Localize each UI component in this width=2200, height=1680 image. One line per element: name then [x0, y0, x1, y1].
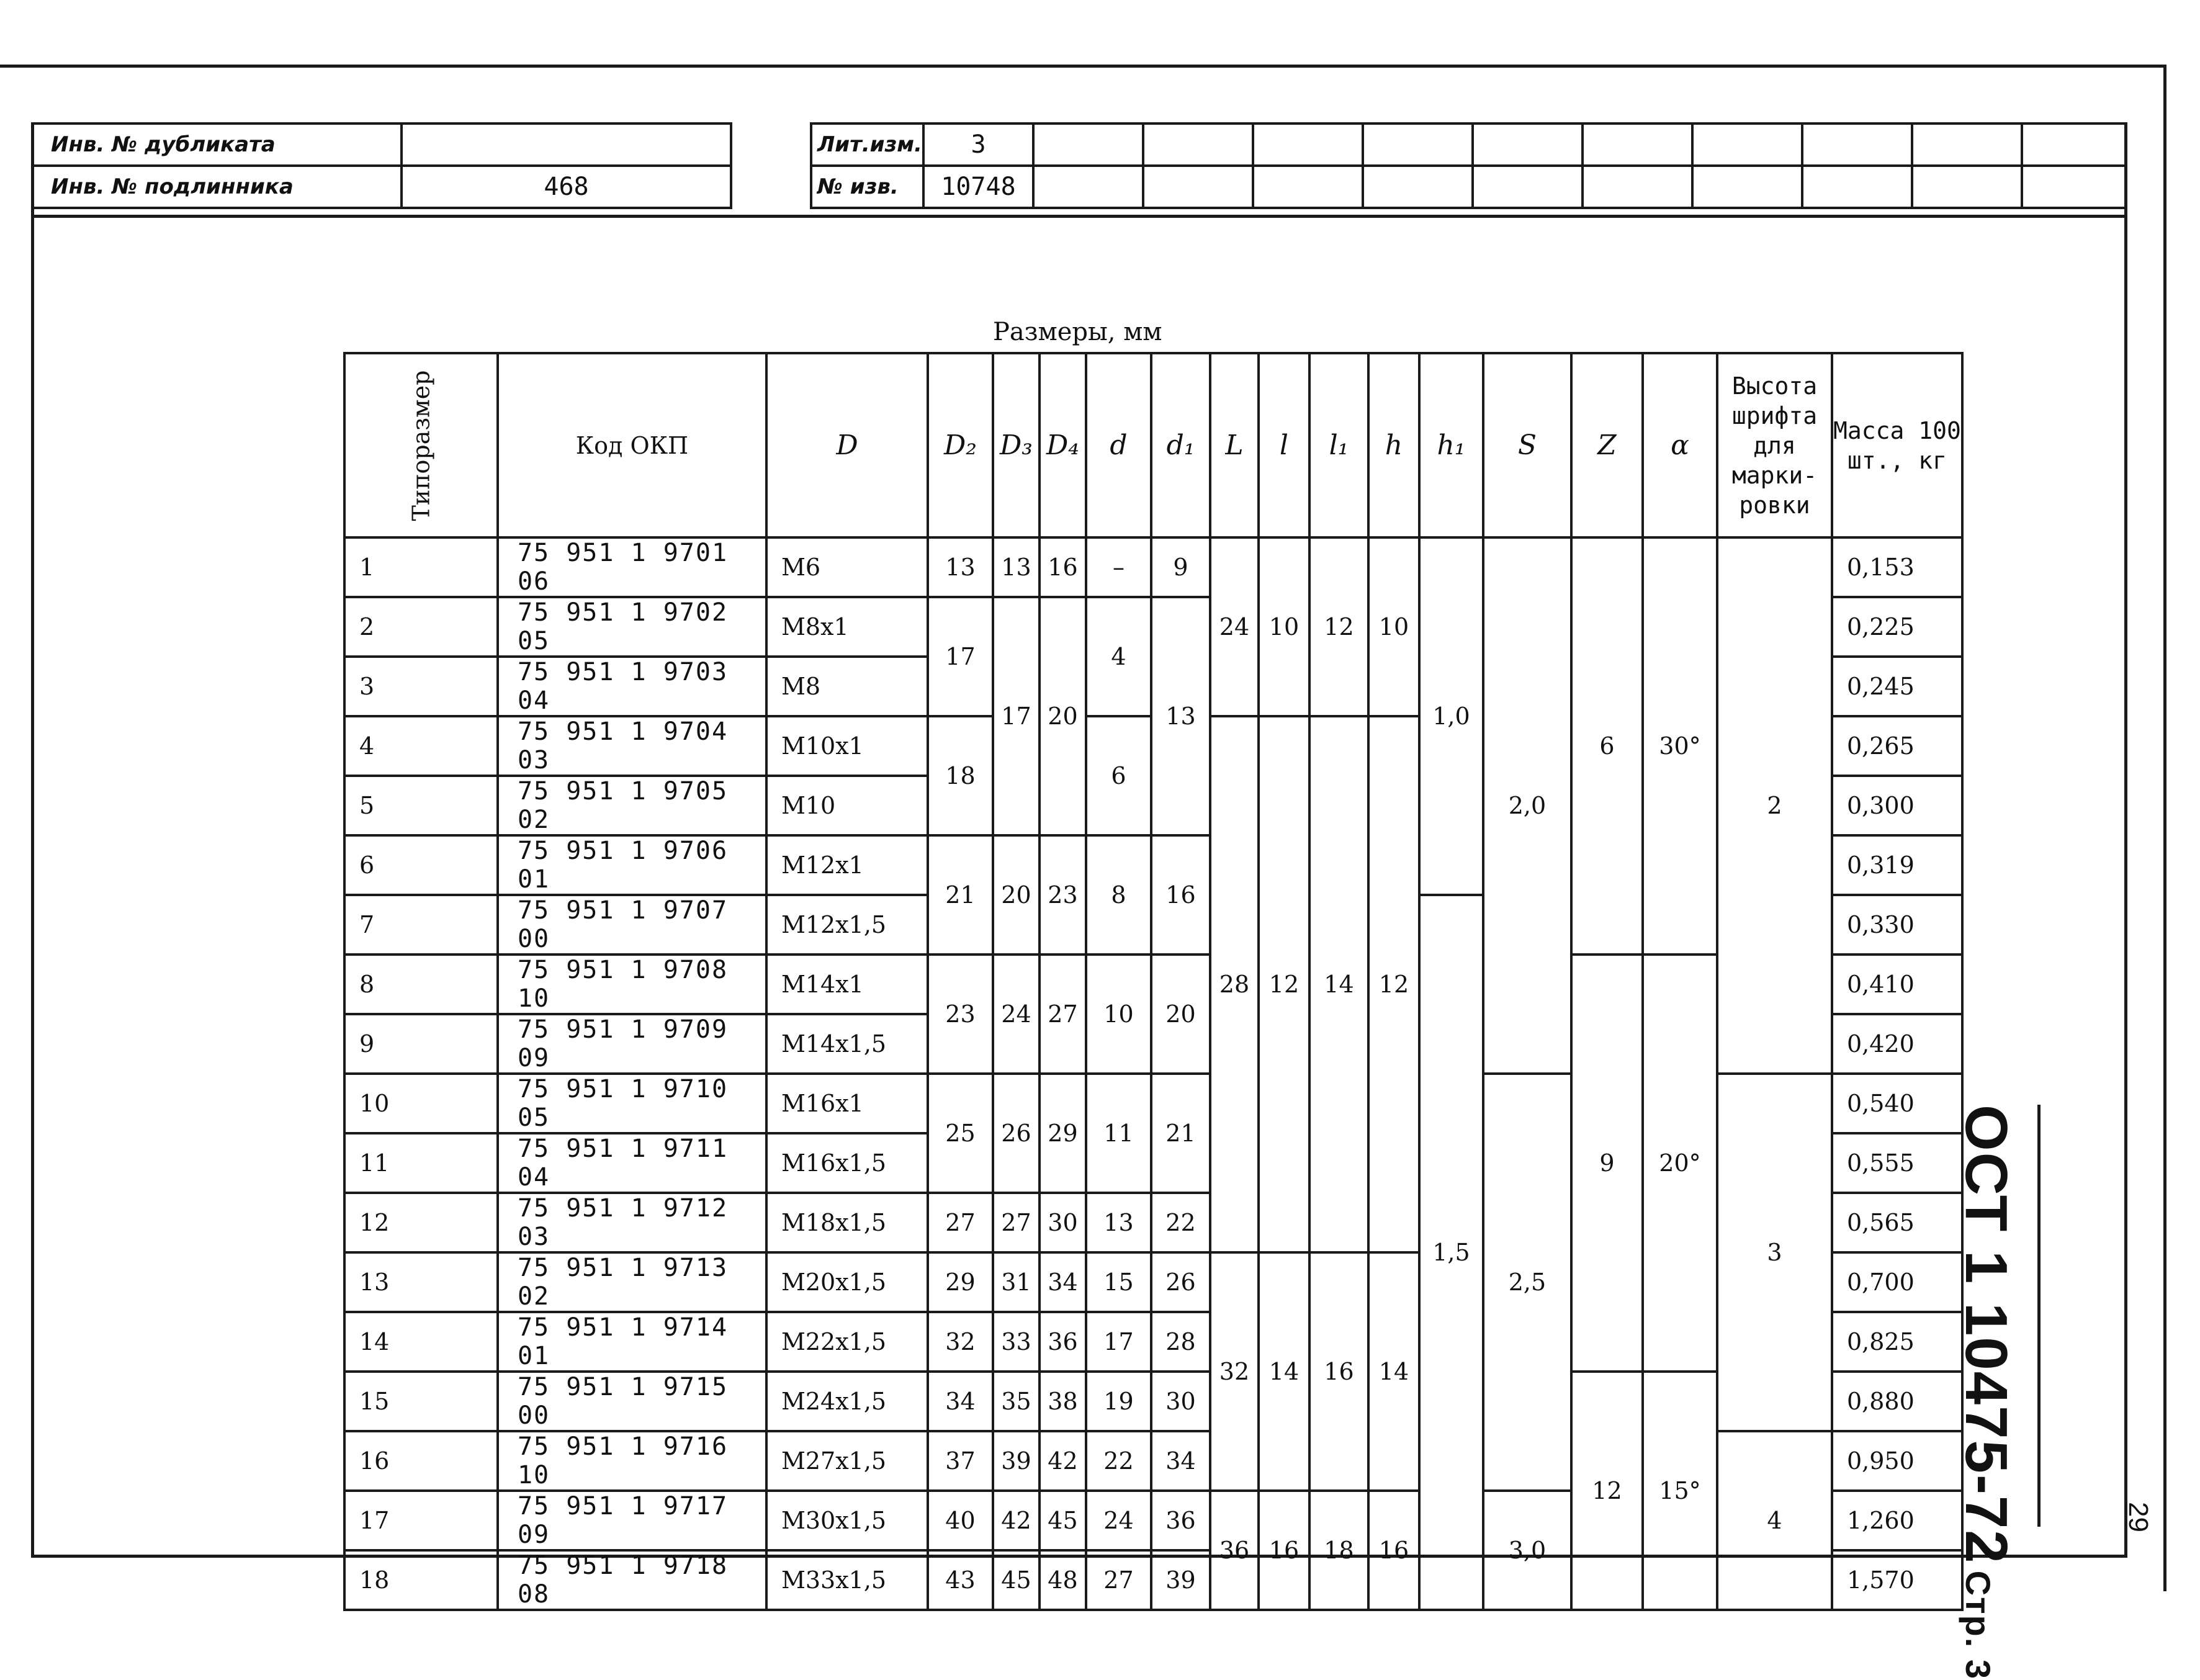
cell-l1: 16 [1309, 1252, 1368, 1491]
dup-inventory-value [402, 124, 731, 166]
cell-mass: 0,700 [1832, 1252, 1962, 1312]
stamp-empty-cell [1143, 124, 1253, 166]
document-code-text: ОСТ 1 10475-72 [1953, 1105, 2019, 1565]
change-letter-label: Лит.изм. [811, 124, 923, 166]
cell-okp-code: 75 951 1 9701 06 [498, 537, 766, 597]
cell-d1: 30 [1151, 1372, 1210, 1431]
document-page: Стр. 3 [1959, 1570, 1998, 1680]
cell-D2: 23 [928, 955, 993, 1074]
cell-D4: 20 [1039, 597, 1086, 835]
cell-tiporazmer: 10 [344, 1074, 498, 1133]
table-caption: Размеры, мм [993, 318, 1162, 346]
cell-d: 10 [1086, 955, 1151, 1074]
cell-d1: 20 [1151, 955, 1210, 1074]
cell-mass: 0,319 [1832, 835, 1962, 895]
cell-d: 8 [1086, 835, 1151, 955]
cell-okp-code: 75 951 1 9710 05 [498, 1074, 766, 1133]
cell-thread: M16x1,5 [766, 1133, 928, 1193]
cell-Z: 12 [1571, 1372, 1643, 1610]
cell-D2: 13 [928, 537, 993, 597]
top-edge-line [0, 65, 2166, 68]
orig-inventory-value: 468 [402, 166, 731, 208]
cell-D3: 13 [993, 537, 1039, 597]
stamp-empty-cell [1253, 166, 1363, 208]
cell-d1: 34 [1151, 1431, 1210, 1491]
cell-d1: 13 [1151, 597, 1210, 835]
right-edge-line [2163, 65, 2166, 1591]
cell-okp-code: 75 951 1 9703 04 [498, 657, 766, 716]
cell-h: 10 [1368, 537, 1419, 716]
cell-okp-code: 75 951 1 9718 08 [498, 1550, 766, 1610]
cell-tiporazmer: 18 [344, 1550, 498, 1610]
cell-tiporazmer: 13 [344, 1252, 498, 1312]
header-d1: d₁ [1151, 353, 1210, 537]
cell-thread: M10 [766, 776, 928, 835]
cell-L: 32 [1210, 1252, 1259, 1491]
stamp-empty-cell [1033, 124, 1143, 166]
cell-D3: 39 [993, 1431, 1039, 1491]
cell-mass: 0,880 [1832, 1372, 1962, 1431]
stamp-empty-cell [1912, 124, 2022, 166]
cell-D2: 37 [928, 1431, 993, 1491]
cell-d1: 28 [1151, 1312, 1210, 1372]
cell-d1: 21 [1151, 1074, 1210, 1193]
stamp-empty-cell [1583, 166, 1692, 208]
cell-d1: 9 [1151, 537, 1210, 597]
cell-l1: 12 [1309, 537, 1368, 716]
cell-okp-code: 75 951 1 9715 00 [498, 1372, 766, 1431]
cell-mass: 0,225 [1832, 597, 1962, 657]
cell-thread: M8x1 [766, 597, 928, 657]
cell-d: 17 [1086, 1312, 1151, 1372]
cell-okp-code: 75 951 1 9708 10 [498, 955, 766, 1014]
cell-D2: 25 [928, 1074, 993, 1193]
cell-tiporazmer: 6 [344, 835, 498, 895]
cell-alpha: 30° [1643, 537, 1717, 955]
cell-thread: M24x1,5 [766, 1372, 928, 1431]
cell-font-height: 3 [1717, 1074, 1832, 1431]
cell-D4: 29 [1039, 1074, 1086, 1193]
cell-okp-code: 75 951 1 9711 04 [498, 1133, 766, 1193]
cell-okp-code: 75 951 1 9716 10 [498, 1431, 766, 1491]
cell-mass: 0,555 [1832, 1133, 1962, 1193]
cell-D4: 36 [1039, 1312, 1086, 1372]
cell-D3: 17 [993, 597, 1039, 835]
cell-okp-code: 75 951 1 9717 09 [498, 1491, 766, 1550]
cell-okp-code: 75 951 1 9709 09 [498, 1014, 766, 1074]
frame-right-line [2124, 122, 2127, 1557]
cell-D4: 30 [1039, 1193, 1086, 1252]
cell-okp-code: 75 951 1 9712 03 [498, 1193, 766, 1252]
header-Z: Z [1571, 353, 1643, 537]
stamp-empty-cell [1473, 166, 1583, 208]
cell-D3: 31 [993, 1252, 1039, 1312]
document-code-underline [2037, 1105, 2041, 1527]
cell-D4: 34 [1039, 1252, 1086, 1312]
cell-d: – [1086, 537, 1151, 597]
sheet-number: 29 [2123, 1502, 2153, 1532]
cell-l: 10 [1259, 537, 1309, 716]
cell-tiporazmer: 14 [344, 1312, 498, 1372]
cell-d: 15 [1086, 1252, 1151, 1312]
cell-tiporazmer: 15 [344, 1372, 498, 1431]
stamp-empty-cell [1912, 166, 2022, 208]
cell-D4: 16 [1039, 537, 1086, 597]
cell-thread: M8 [766, 657, 928, 716]
cell-h1: 1,5 [1419, 895, 1483, 1610]
cell-thread: M27x1,5 [766, 1431, 928, 1491]
cell-D3: 20 [993, 835, 1039, 955]
cell-D2: 40 [928, 1491, 993, 1550]
cell-d: 19 [1086, 1372, 1151, 1431]
cell-thread: M30x1,5 [766, 1491, 928, 1550]
cell-thread: M14x1,5 [766, 1014, 928, 1074]
cell-h: 16 [1368, 1491, 1419, 1610]
cell-d1: 26 [1151, 1252, 1210, 1312]
stamp-empty-cell [1692, 166, 1802, 208]
cell-tiporazmer: 11 [344, 1133, 498, 1193]
cell-l: 14 [1259, 1252, 1309, 1491]
cell-tiporazmer: 9 [344, 1014, 498, 1074]
cell-okp-code: 75 951 1 9713 02 [498, 1252, 766, 1312]
header-D4: D₄ [1039, 353, 1086, 537]
orig-inventory-label: Инв. № подлинника [32, 166, 402, 208]
stamp-empty-cell [2022, 124, 2126, 166]
cell-D3: 27 [993, 1193, 1039, 1252]
stamp-empty-cell [1363, 124, 1473, 166]
cell-D3: 33 [993, 1312, 1039, 1372]
cell-d: 6 [1086, 716, 1151, 835]
header-h: h [1368, 353, 1419, 537]
stamp-empty-cell [1802, 166, 1912, 208]
cell-L: 28 [1210, 716, 1259, 1252]
cell-d: 4 [1086, 597, 1151, 716]
cell-mass: 0,420 [1832, 1014, 1962, 1074]
header-alpha: α [1643, 353, 1717, 537]
cell-tiporazmer: 16 [344, 1431, 498, 1491]
dimensions-table [343, 352, 1964, 1611]
cell-thread: M6 [766, 537, 928, 597]
change-letter-value: 3 [923, 124, 1033, 166]
cell-tiporazmer: 8 [344, 955, 498, 1014]
cell-okp-code: 75 951 1 9702 05 [498, 597, 766, 657]
cell-D3: 42 [993, 1491, 1039, 1550]
cell-h: 12 [1368, 716, 1419, 1252]
cell-D2: 29 [928, 1252, 993, 1312]
cell-mass: 0,153 [1832, 537, 1962, 597]
frame-top-line [31, 215, 2127, 218]
stamp-empty-cell [1802, 124, 1912, 166]
cell-tiporazmer: 7 [344, 895, 498, 955]
stamp-changes [810, 122, 2127, 209]
cell-alpha: 20° [1643, 955, 1717, 1372]
cell-thread: M18x1,5 [766, 1193, 928, 1252]
frame-left-line [31, 122, 34, 1557]
stamp-empty-cell [1473, 124, 1583, 166]
cell-h: 14 [1368, 1252, 1419, 1491]
header-D3: D₃ [993, 353, 1039, 537]
cell-thread: M12x1,5 [766, 895, 928, 955]
stamp-empty-cell [2022, 166, 2126, 208]
cell-D2: 21 [928, 835, 993, 955]
cell-tiporazmer: 12 [344, 1193, 498, 1252]
cell-D3: 24 [993, 955, 1039, 1074]
cell-h1: 1,0 [1419, 537, 1483, 895]
cell-tiporazmer: 3 [344, 657, 498, 716]
cell-mass: 1,570 [1832, 1550, 1962, 1610]
table-row [344, 1431, 1962, 1491]
stamp-empty-cell [1363, 166, 1473, 208]
cell-l1: 14 [1309, 716, 1368, 1252]
cell-mass: 0,330 [1832, 895, 1962, 955]
stamp-empty-cell [1583, 124, 1692, 166]
cell-d: 11 [1086, 1074, 1151, 1193]
notice-number-value: 10748 [923, 166, 1033, 208]
header-D: D [766, 353, 928, 537]
cell-thread: M33x1,5 [766, 1550, 928, 1610]
header-tiporazmer: Типоразмер [344, 353, 498, 537]
cell-okp-code: 75 951 1 9707 00 [498, 895, 766, 955]
cell-D4: 38 [1039, 1372, 1086, 1431]
header-l1: l₁ [1309, 353, 1368, 537]
cell-tiporazmer: 4 [344, 716, 498, 776]
cell-D2: 27 [928, 1193, 993, 1252]
cell-mass: 0,540 [1832, 1074, 1962, 1133]
cell-S: 2,5 [1483, 1074, 1571, 1491]
header-S: S [1483, 353, 1571, 537]
cell-L: 24 [1210, 537, 1259, 716]
cell-d1: 36 [1151, 1491, 1210, 1550]
stamp-empty-cell [1143, 166, 1253, 208]
cell-d: 24 [1086, 1491, 1151, 1550]
cell-tiporazmer: 5 [344, 776, 498, 835]
cell-D2: 34 [928, 1372, 993, 1431]
cell-D2: 17 [928, 597, 993, 716]
document-code [1952, 1105, 2020, 1680]
cell-mass: 0,265 [1832, 716, 1962, 776]
cell-D3: 35 [993, 1372, 1039, 1431]
cell-thread: M20x1,5 [766, 1252, 928, 1312]
cell-d1: 22 [1151, 1193, 1210, 1252]
table-row [344, 1074, 1962, 1133]
cell-alpha: 15° [1643, 1372, 1717, 1610]
cell-okp-code: 75 951 1 9706 01 [498, 835, 766, 895]
cell-tiporazmer: 17 [344, 1491, 498, 1550]
cell-d: 13 [1086, 1193, 1151, 1252]
cell-D2: 43 [928, 1550, 993, 1610]
cell-Z: 9 [1571, 955, 1643, 1372]
cell-mass: 0,300 [1832, 776, 1962, 835]
cell-S: 3,0 [1483, 1491, 1571, 1610]
cell-mass: 0,565 [1832, 1193, 1962, 1252]
table-row [344, 537, 1962, 597]
stamp-empty-cell [1253, 124, 1363, 166]
cell-D2: 32 [928, 1312, 993, 1372]
cell-mass: 0,245 [1832, 657, 1962, 716]
cell-l1: 18 [1309, 1491, 1368, 1610]
cell-D2: 18 [928, 716, 993, 835]
cell-mass: 0,410 [1832, 955, 1962, 1014]
cell-L: 36 [1210, 1491, 1259, 1610]
cell-mass: 0,950 [1832, 1431, 1962, 1491]
cell-D4: 48 [1039, 1550, 1086, 1610]
header-l: l [1259, 353, 1309, 537]
cell-d1: 39 [1151, 1550, 1210, 1610]
cell-l: 16 [1259, 1491, 1309, 1610]
cell-D4: 23 [1039, 835, 1086, 955]
cell-d: 22 [1086, 1431, 1151, 1491]
cell-thread: M22x1,5 [766, 1312, 928, 1372]
cell-okp-code: 75 951 1 9704 03 [498, 716, 766, 776]
cell-D4: 45 [1039, 1491, 1086, 1550]
header-font-height: Высота шрифта для марки-ровки [1717, 353, 1832, 537]
header-mass: Масса 100 шт., кг [1832, 353, 1962, 537]
cell-D3: 45 [993, 1550, 1039, 1610]
cell-mass: 1,260 [1832, 1491, 1962, 1550]
cell-thread: M12x1 [766, 835, 928, 895]
notice-number-label: № изв. [811, 166, 923, 208]
header-D2: D₂ [928, 353, 993, 537]
cell-S: 2,0 [1483, 537, 1571, 1074]
cell-tiporazmer: 1 [344, 537, 498, 597]
header-L: L [1210, 353, 1259, 537]
cell-tiporazmer: 2 [344, 597, 498, 657]
stamp-empty-cell [1033, 166, 1143, 208]
cell-font-height: 4 [1717, 1431, 1832, 1610]
stamp-empty-cell [1692, 124, 1802, 166]
cell-okp-code: 75 951 1 9705 02 [498, 776, 766, 835]
cell-thread: M14x1 [766, 955, 928, 1014]
cell-okp-code: 75 951 1 9714 01 [498, 1312, 766, 1372]
cell-D4: 42 [1039, 1431, 1086, 1491]
header-d: d [1086, 353, 1151, 537]
cell-thread: M10x1 [766, 716, 928, 776]
cell-Z: 6 [1571, 537, 1643, 955]
stamp-inventory [31, 122, 732, 209]
cell-l: 12 [1259, 716, 1309, 1252]
dup-inventory-label: Инв. № дубликата [32, 124, 402, 166]
header-h1: h₁ [1419, 353, 1483, 537]
cell-font-height: 2 [1717, 537, 1832, 1074]
cell-D3: 26 [993, 1074, 1039, 1193]
cell-d1: 16 [1151, 835, 1210, 955]
cell-thread: M16x1 [766, 1074, 928, 1133]
cell-d: 27 [1086, 1550, 1151, 1610]
cell-mass: 0,825 [1832, 1312, 1962, 1372]
cell-D4: 27 [1039, 955, 1086, 1074]
header-okp-code: Код ОКП [498, 353, 766, 537]
